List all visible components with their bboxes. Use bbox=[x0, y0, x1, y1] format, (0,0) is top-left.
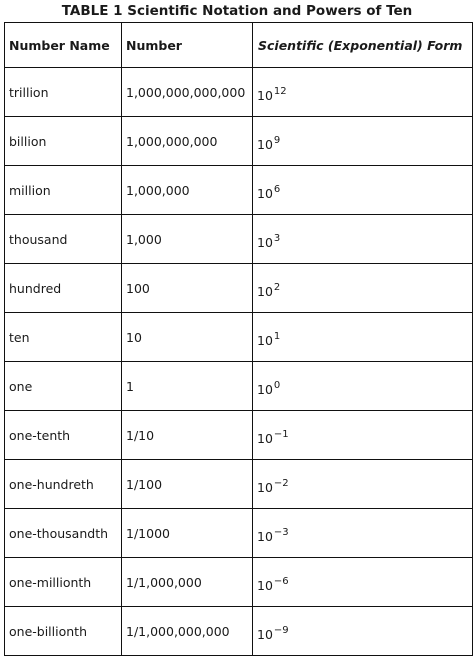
cell-scientific-form bbox=[253, 313, 473, 362]
exponential-expression bbox=[257, 572, 289, 593]
cell-number: 10 bbox=[122, 313, 253, 362]
cell-scientific-form bbox=[253, 607, 473, 656]
exponent-value: 3 bbox=[273, 232, 281, 244]
exponent-value: 2 bbox=[273, 281, 281, 293]
exponent-value: 12 bbox=[273, 85, 287, 97]
table-body bbox=[5, 68, 473, 656]
table-row bbox=[5, 313, 473, 362]
cell-scientific-form bbox=[253, 166, 473, 215]
base-value: 10 bbox=[257, 577, 273, 593]
exponent-value: 6 bbox=[273, 183, 281, 195]
header-row bbox=[5, 23, 473, 68]
table-row bbox=[5, 215, 473, 264]
table-row bbox=[5, 166, 473, 215]
cell-number-name: ten bbox=[5, 313, 122, 362]
cell-number: 1/1000 bbox=[122, 509, 253, 558]
base-value: 10 bbox=[257, 136, 273, 152]
table-row bbox=[5, 117, 473, 166]
table-row bbox=[5, 362, 473, 411]
table-title: TABLE 1 Scientific Notation and Powers of Ten bbox=[61, 3, 413, 19]
exponential-expression bbox=[257, 523, 289, 544]
cell-number: 1,000,000 bbox=[122, 166, 253, 215]
cell-number: 1,000,000,000 bbox=[122, 117, 253, 166]
base-value: 10 bbox=[257, 430, 273, 446]
cell-number: 100 bbox=[122, 264, 253, 313]
cell-number: 1/1,000,000,000 bbox=[122, 607, 253, 656]
cell-number-name: one-hundreth bbox=[5, 460, 122, 509]
table-row bbox=[5, 558, 473, 607]
exponent-value: 9 bbox=[273, 134, 281, 146]
exponential-expression bbox=[257, 229, 280, 250]
base-value: 10 bbox=[257, 381, 273, 397]
cell-number-name: one-billionth bbox=[5, 607, 122, 656]
cell-scientific-form bbox=[253, 215, 473, 264]
exponent-value: −2 bbox=[273, 477, 289, 489]
table-row bbox=[5, 264, 473, 313]
base-value: 10 bbox=[257, 234, 273, 250]
cell-scientific-form bbox=[253, 460, 473, 509]
table-row bbox=[5, 607, 473, 656]
cell-number-name: hundred bbox=[5, 264, 122, 313]
exponential-expression bbox=[257, 621, 289, 642]
base-value: 10 bbox=[257, 528, 273, 544]
cell-number-name: trillion bbox=[5, 68, 122, 117]
base-value: 10 bbox=[257, 185, 273, 201]
table-row bbox=[5, 460, 473, 509]
base-value: 10 bbox=[257, 479, 273, 495]
cell-number: 1,000,000,000,000 bbox=[122, 68, 253, 117]
cell-number: 1,000 bbox=[122, 215, 253, 264]
cell-scientific-form bbox=[253, 264, 473, 313]
base-value: 10 bbox=[257, 87, 273, 103]
table-row bbox=[5, 411, 473, 460]
exponent-value: −6 bbox=[273, 575, 289, 587]
exponential-expression bbox=[257, 425, 289, 446]
base-value: 10 bbox=[257, 626, 273, 642]
exponent-value: −1 bbox=[273, 428, 289, 440]
exponential-expression bbox=[257, 82, 287, 103]
column-header-number-name: Number Name bbox=[5, 23, 122, 68]
table-row bbox=[5, 509, 473, 558]
cell-scientific-form bbox=[253, 411, 473, 460]
table-row bbox=[5, 68, 473, 117]
cell-scientific-form bbox=[253, 362, 473, 411]
cell-number-name: one-millionth bbox=[5, 558, 122, 607]
cell-scientific-form bbox=[253, 558, 473, 607]
cell-number: 1/100 bbox=[122, 460, 253, 509]
cell-number: 1 bbox=[122, 362, 253, 411]
cell-scientific-form bbox=[253, 117, 473, 166]
powers-of-ten-table bbox=[4, 22, 473, 656]
exponent-value: 1 bbox=[273, 330, 281, 342]
base-value: 10 bbox=[257, 283, 273, 299]
cell-number: 1/10 bbox=[122, 411, 253, 460]
cell-number-name: billion bbox=[5, 117, 122, 166]
cell-scientific-form bbox=[253, 509, 473, 558]
cell-number-name: million bbox=[5, 166, 122, 215]
cell-number-name: thousand bbox=[5, 215, 122, 264]
cell-number-name: one-tenth bbox=[5, 411, 122, 460]
exponential-expression bbox=[257, 278, 280, 299]
cell-number: 1/1,000,000 bbox=[122, 558, 253, 607]
column-header-scientific-form: Scientific (Exponential) Form bbox=[253, 23, 473, 68]
exponential-expression bbox=[257, 474, 289, 495]
column-header-number: Number bbox=[122, 23, 253, 68]
exponent-value: 0 bbox=[273, 379, 281, 391]
base-value: 10 bbox=[257, 332, 273, 348]
exponential-expression bbox=[257, 376, 280, 397]
exponent-value: −9 bbox=[273, 624, 289, 636]
exponential-expression bbox=[257, 131, 280, 152]
cell-number-name: one bbox=[5, 362, 122, 411]
exponential-expression bbox=[257, 180, 280, 201]
cell-scientific-form bbox=[253, 68, 473, 117]
exponent-value: −3 bbox=[273, 526, 289, 538]
exponential-expression bbox=[257, 327, 280, 348]
cell-number-name: one-thousandth bbox=[5, 509, 122, 558]
